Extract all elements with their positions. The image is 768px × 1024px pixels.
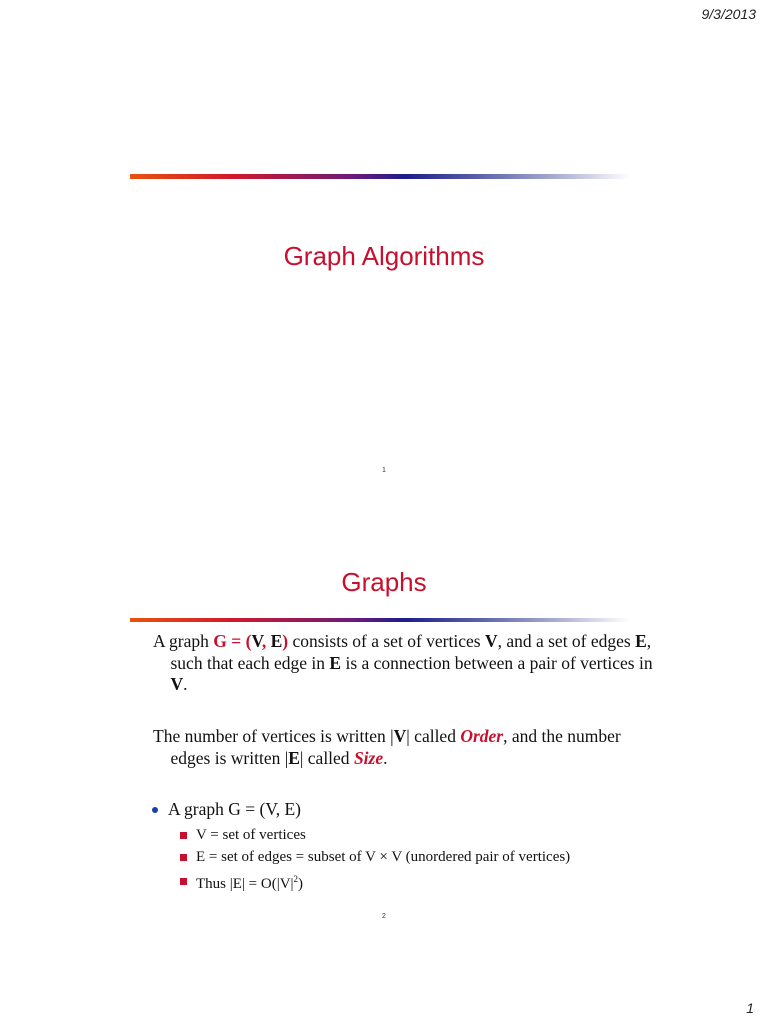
sub-bullet-item: V = set of vertices xyxy=(180,824,570,846)
square-bullet-icon xyxy=(180,832,187,839)
sub-bullet-item: E = set of edges = subset of V × V (unordered pair of vertices) xyxy=(180,846,570,868)
square-bullet-icon xyxy=(180,878,187,885)
footer-page-number: 1 xyxy=(746,1000,754,1016)
sub-bullet-item: Thus $|E| = O(|V|^2)$ xyxy=(180,868,570,895)
slide1-title: Graph Algorithms xyxy=(283,241,485,271)
bullet-dot-icon xyxy=(152,807,158,813)
slide1-number: 1 xyxy=(382,467,386,474)
square-bullet-icon xyxy=(180,854,187,861)
header-date: 9/3/2013 xyxy=(701,6,756,22)
slide2-title: Graphs xyxy=(341,567,427,597)
slide2-divider-bar xyxy=(130,618,630,622)
sub-bullet-list xyxy=(180,824,570,895)
slide2-number: 2 xyxy=(382,913,386,920)
bullet-graph-def: A graph G = (V, E) xyxy=(152,799,301,820)
order-size-paragraph: The number of vertices is written |V| called Order, and the number edges is written |E| called Size. xyxy=(153,726,621,768)
graph-definition-paragraph: A graph G = (V, E) consists of a set of vertices V, and a set of edges E, such that each edge in E is a connection between a pair of vertices in V. xyxy=(153,631,653,694)
title-divider-bar xyxy=(130,174,630,179)
